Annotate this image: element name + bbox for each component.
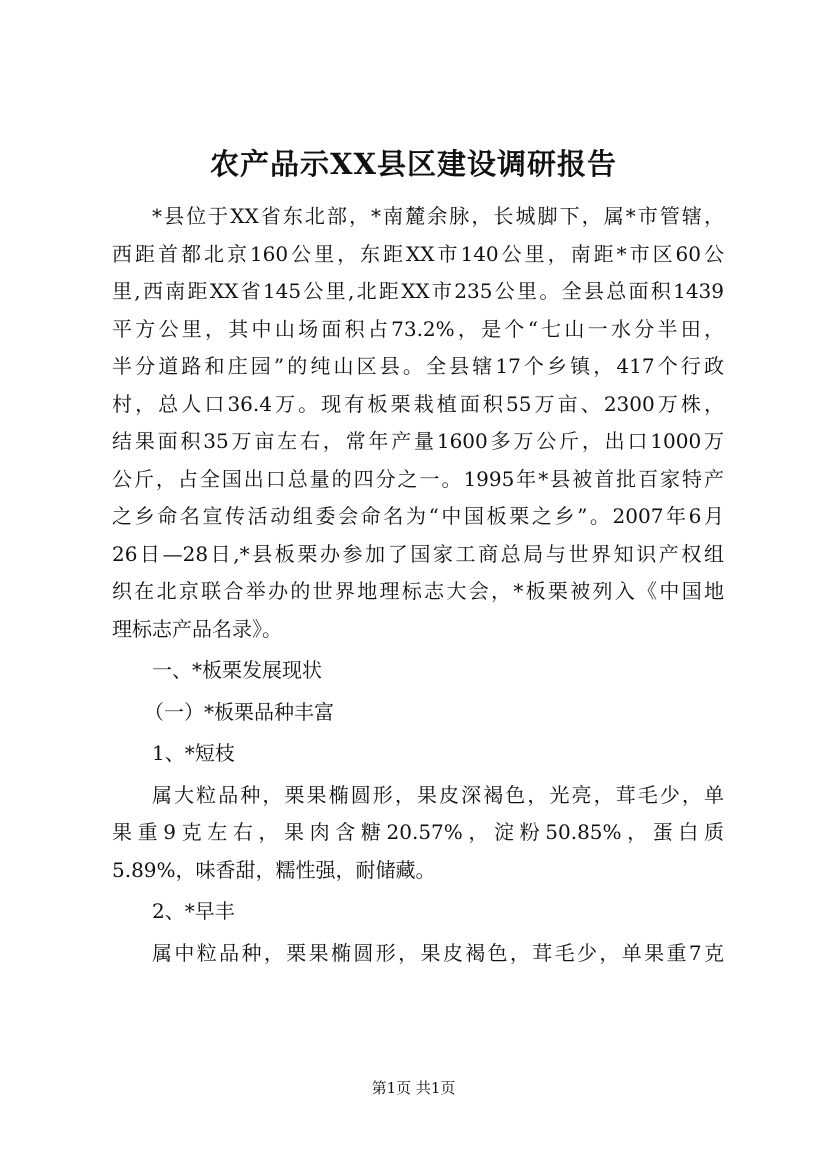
paragraph-line: 26日—28日,*县板栗办参加了国家工商总局与世界知识产权组 [112,541,724,566]
paragraph-line: 属大粒品种，栗果椭圆形，果皮深褐色，光亮，茸毛少，单 [152,782,724,807]
paragraph-line: 公斤，占全国出口总量的四分之一。1995年*县被首批百家特产 [112,466,724,491]
paragraph-line: 里,西南距XX省145公里,北距XX市235公里。全县总面积1439 [112,279,724,303]
paragraph-line: 半分道路和庄园”的纯山区县。全县辖17个乡镇，417个行政 [112,354,724,378]
paragraph-line: 属中粒品种，栗果椭圆形，果皮褐色，茸毛少，单果重7克 [152,940,724,965]
paragraph-line: *县位于XX省东北部，*南麓余脉，长城脚下，属*市管辖， [152,204,724,228]
paragraph-line: 理标志产品名录》。 [112,616,282,641]
document-body [112,198,724,972]
paragraph-line: 果重9克左右，果肉含糖20.57%，淀粉50.85%，蛋白质 [112,820,724,844]
item-heading: 2、*早丰 [152,899,235,923]
section-heading: 一、*板栗发展现状 [152,658,322,682]
paragraph-line: 村，总人口36.4万。现有板栗栽植面积55万亩、2300万株， [112,391,724,416]
subsection-heading: （一）*板栗品种丰富 [144,699,334,724]
paragraph-line: 之乡命名宣传活动组委会命名为“中国板栗之乡”。2007年6月 [112,504,724,528]
paragraph-line: 西距首都北京160公里，东距XX市140公里，南距*市区60公 [112,241,724,266]
item-heading: 1、*短枝 [152,741,235,765]
paragraph-line: 结果面积35万亩左右，常年产量1600多万公斤，出口1000万 [112,429,724,453]
page-title: 农产品示XX县区建设调研报告 [209,147,617,181]
page-footer: 第1页 共1页 [371,1079,456,1097]
paragraph-line: 织在北京联合举办的世界地理标志大会，*板栗被列入《中国地 [112,579,724,603]
paragraph-line: 5.89%，味香甜，糯性强，耐储藏。 [112,857,436,882]
paragraph-line: 平方公里，其中山场面积占73.2%，是个“七山一水分半田， [112,316,724,341]
